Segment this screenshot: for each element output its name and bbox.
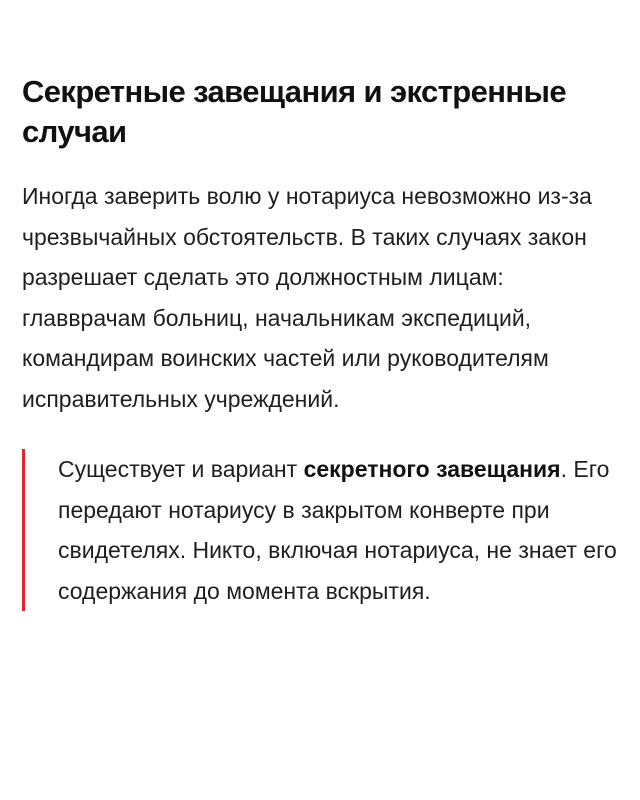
article [22,72,628,611]
article-title: Секретные завещания и экстренные случаи [22,74,566,149]
quote-bold-term: секретного завещания [303,456,561,482]
quote-text-before: Существует и вариант [58,456,304,482]
highlight-quote [22,449,628,611]
quote-text-after: . Его передают нотариусу в закрытом конверте при свидетелях. Никто, включая нотариуса, не знает его содержания до момента вскрытия. [58,456,617,604]
article-paragraph: Иногда заверить волю у нотариуса невозможно из-за чрезвычайных обстоятельств. В таких случаях закон разрешает сделать это должностным лицам: главврачам больниц, начальникам экспедиций, командирам воинских частей или руководителям исправительных учреждений. [22,183,592,412]
